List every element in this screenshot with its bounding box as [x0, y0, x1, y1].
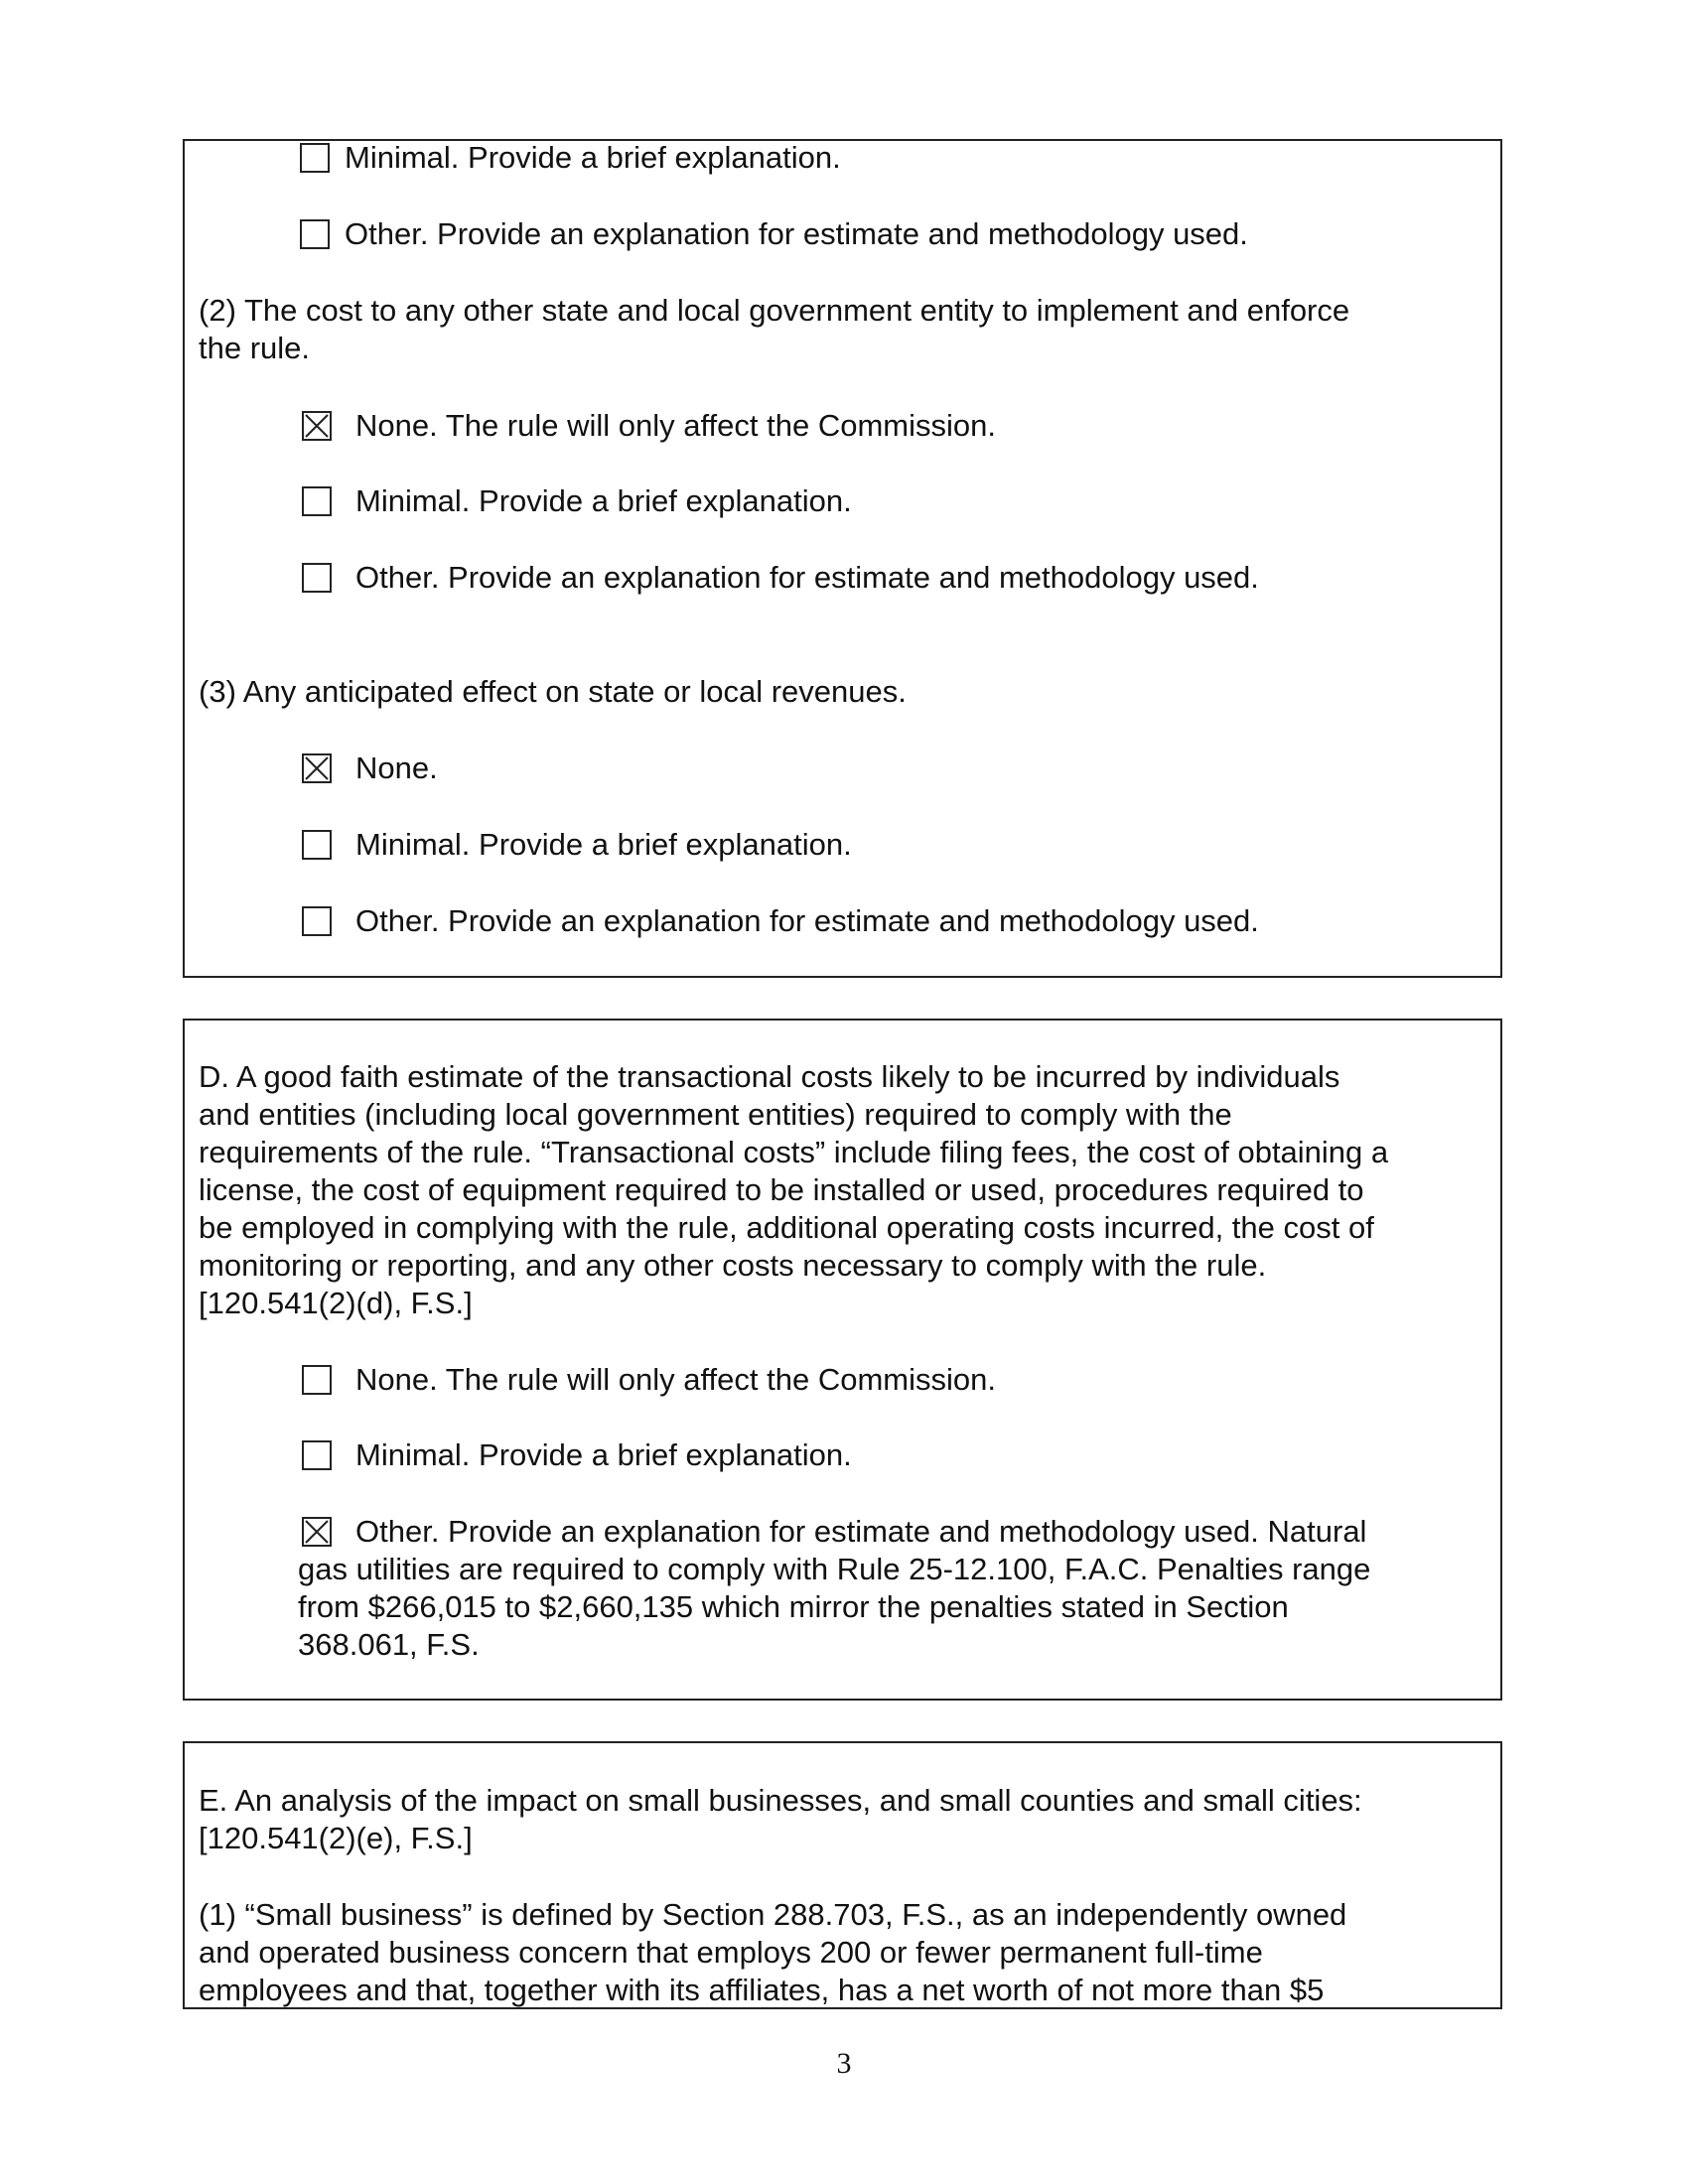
c3-question: (3) Any anticipated effect on state or local revenues.	[199, 674, 907, 709]
e-p1-line-1: (1) “Small business” is defined by Section 288.703, F.S., as an independently owned	[199, 1897, 1347, 1932]
e-p1-line-3: employees and that, together with its affiliates, has a net worth of not more than $5	[199, 1973, 1325, 2007]
checkbox-c3-none-checked[interactable]	[302, 753, 332, 783]
e-text-line-1: E. An analysis of the impact on small businesses, and small counties and small cities:	[199, 1783, 1362, 1818]
checkbox-c3-other[interactable]	[302, 906, 332, 936]
checkbox-c3-minimal[interactable]	[302, 830, 332, 860]
checkbox-c1-minimal[interactable]	[300, 143, 330, 173]
d-text-line-1: D. A good faith estimate of the transactional costs likely to be incurred by individuals	[199, 1059, 1340, 1094]
checkbox-d-none[interactable]	[302, 1365, 332, 1395]
c2-none-label: None. The rule will only affect the Commission.	[355, 408, 996, 443]
d-text-line-7: [120.541(2)(d), F.S.]	[199, 1286, 473, 1320]
d-text-line-6: monitoring or reporting, and any other costs necessary to comply with the rule.	[199, 1248, 1267, 1283]
checkbox-c2-minimal[interactable]	[302, 486, 332, 516]
c3-none-label: None.	[355, 751, 438, 785]
page-number: 3	[836, 2047, 852, 2080]
e-text-line-2: [120.541(2)(e), F.S.]	[199, 1821, 473, 1855]
c2-minimal-label: Minimal. Provide a brief explanation.	[355, 483, 852, 518]
d-text-line-5: be employed in complying with the rule, additional operating costs incurred, the cost of	[199, 1210, 1374, 1245]
c1-other-label: Other. Provide an explanation for estimate and methodology used.	[345, 216, 1248, 251]
c1-minimal-label: Minimal. Provide a brief explanation.	[345, 140, 841, 175]
checkbox-d-other-checked[interactable]	[302, 1517, 332, 1547]
d-other-line-1: Other. Provide an explanation for estimate and methodology used. Natural	[355, 1514, 1367, 1549]
d-text-line-4: license, the cost of equipment required to be installed or used, procedures required to	[199, 1172, 1364, 1207]
d-text-line-3: requirements of the rule. “Transactional costs” include filing fees, the cost of obtaining a	[199, 1135, 1389, 1169]
c3-other-label: Other. Provide an explanation for estimate and methodology used.	[355, 903, 1259, 938]
e-p1-line-2: and operated business concern that employs 200 or fewer permanent full-time	[199, 1935, 1263, 1970]
c3-minimal-label: Minimal. Provide a brief explanation.	[355, 827, 852, 862]
checkbox-c2-other[interactable]	[302, 563, 332, 593]
checkbox-x-icon	[304, 413, 330, 439]
checkbox-c2-none-checked[interactable]	[302, 411, 332, 441]
checkbox-c1-other[interactable]	[300, 219, 330, 249]
d-text-line-2: and entities (including local government entities) required to comply with the	[199, 1097, 1232, 1132]
c2-question-line2: the rule.	[199, 331, 311, 365]
checkbox-x-icon	[304, 1519, 330, 1545]
d-other-line-2: gas utilities are required to comply with Rule 25-12.100, F.A.C. Penalties range	[298, 1552, 1371, 1586]
checkbox-d-minimal[interactable]	[302, 1440, 332, 1470]
d-none-label: None. The rule will only affect the Commission.	[355, 1362, 996, 1397]
c2-question-line1: (2) The cost to any other state and local government entity to implement and enforce	[199, 293, 1350, 328]
c2-other-label: Other. Provide an explanation for estimate and methodology used.	[355, 560, 1259, 595]
checkbox-x-icon	[304, 755, 330, 781]
d-minimal-label: Minimal. Provide a brief explanation.	[355, 1437, 852, 1472]
d-other-line-3: from $266,015 to $2,660,135 which mirror the penalties stated in Section	[298, 1589, 1289, 1624]
d-other-line-4: 368.061, F.S.	[298, 1627, 480, 1662]
